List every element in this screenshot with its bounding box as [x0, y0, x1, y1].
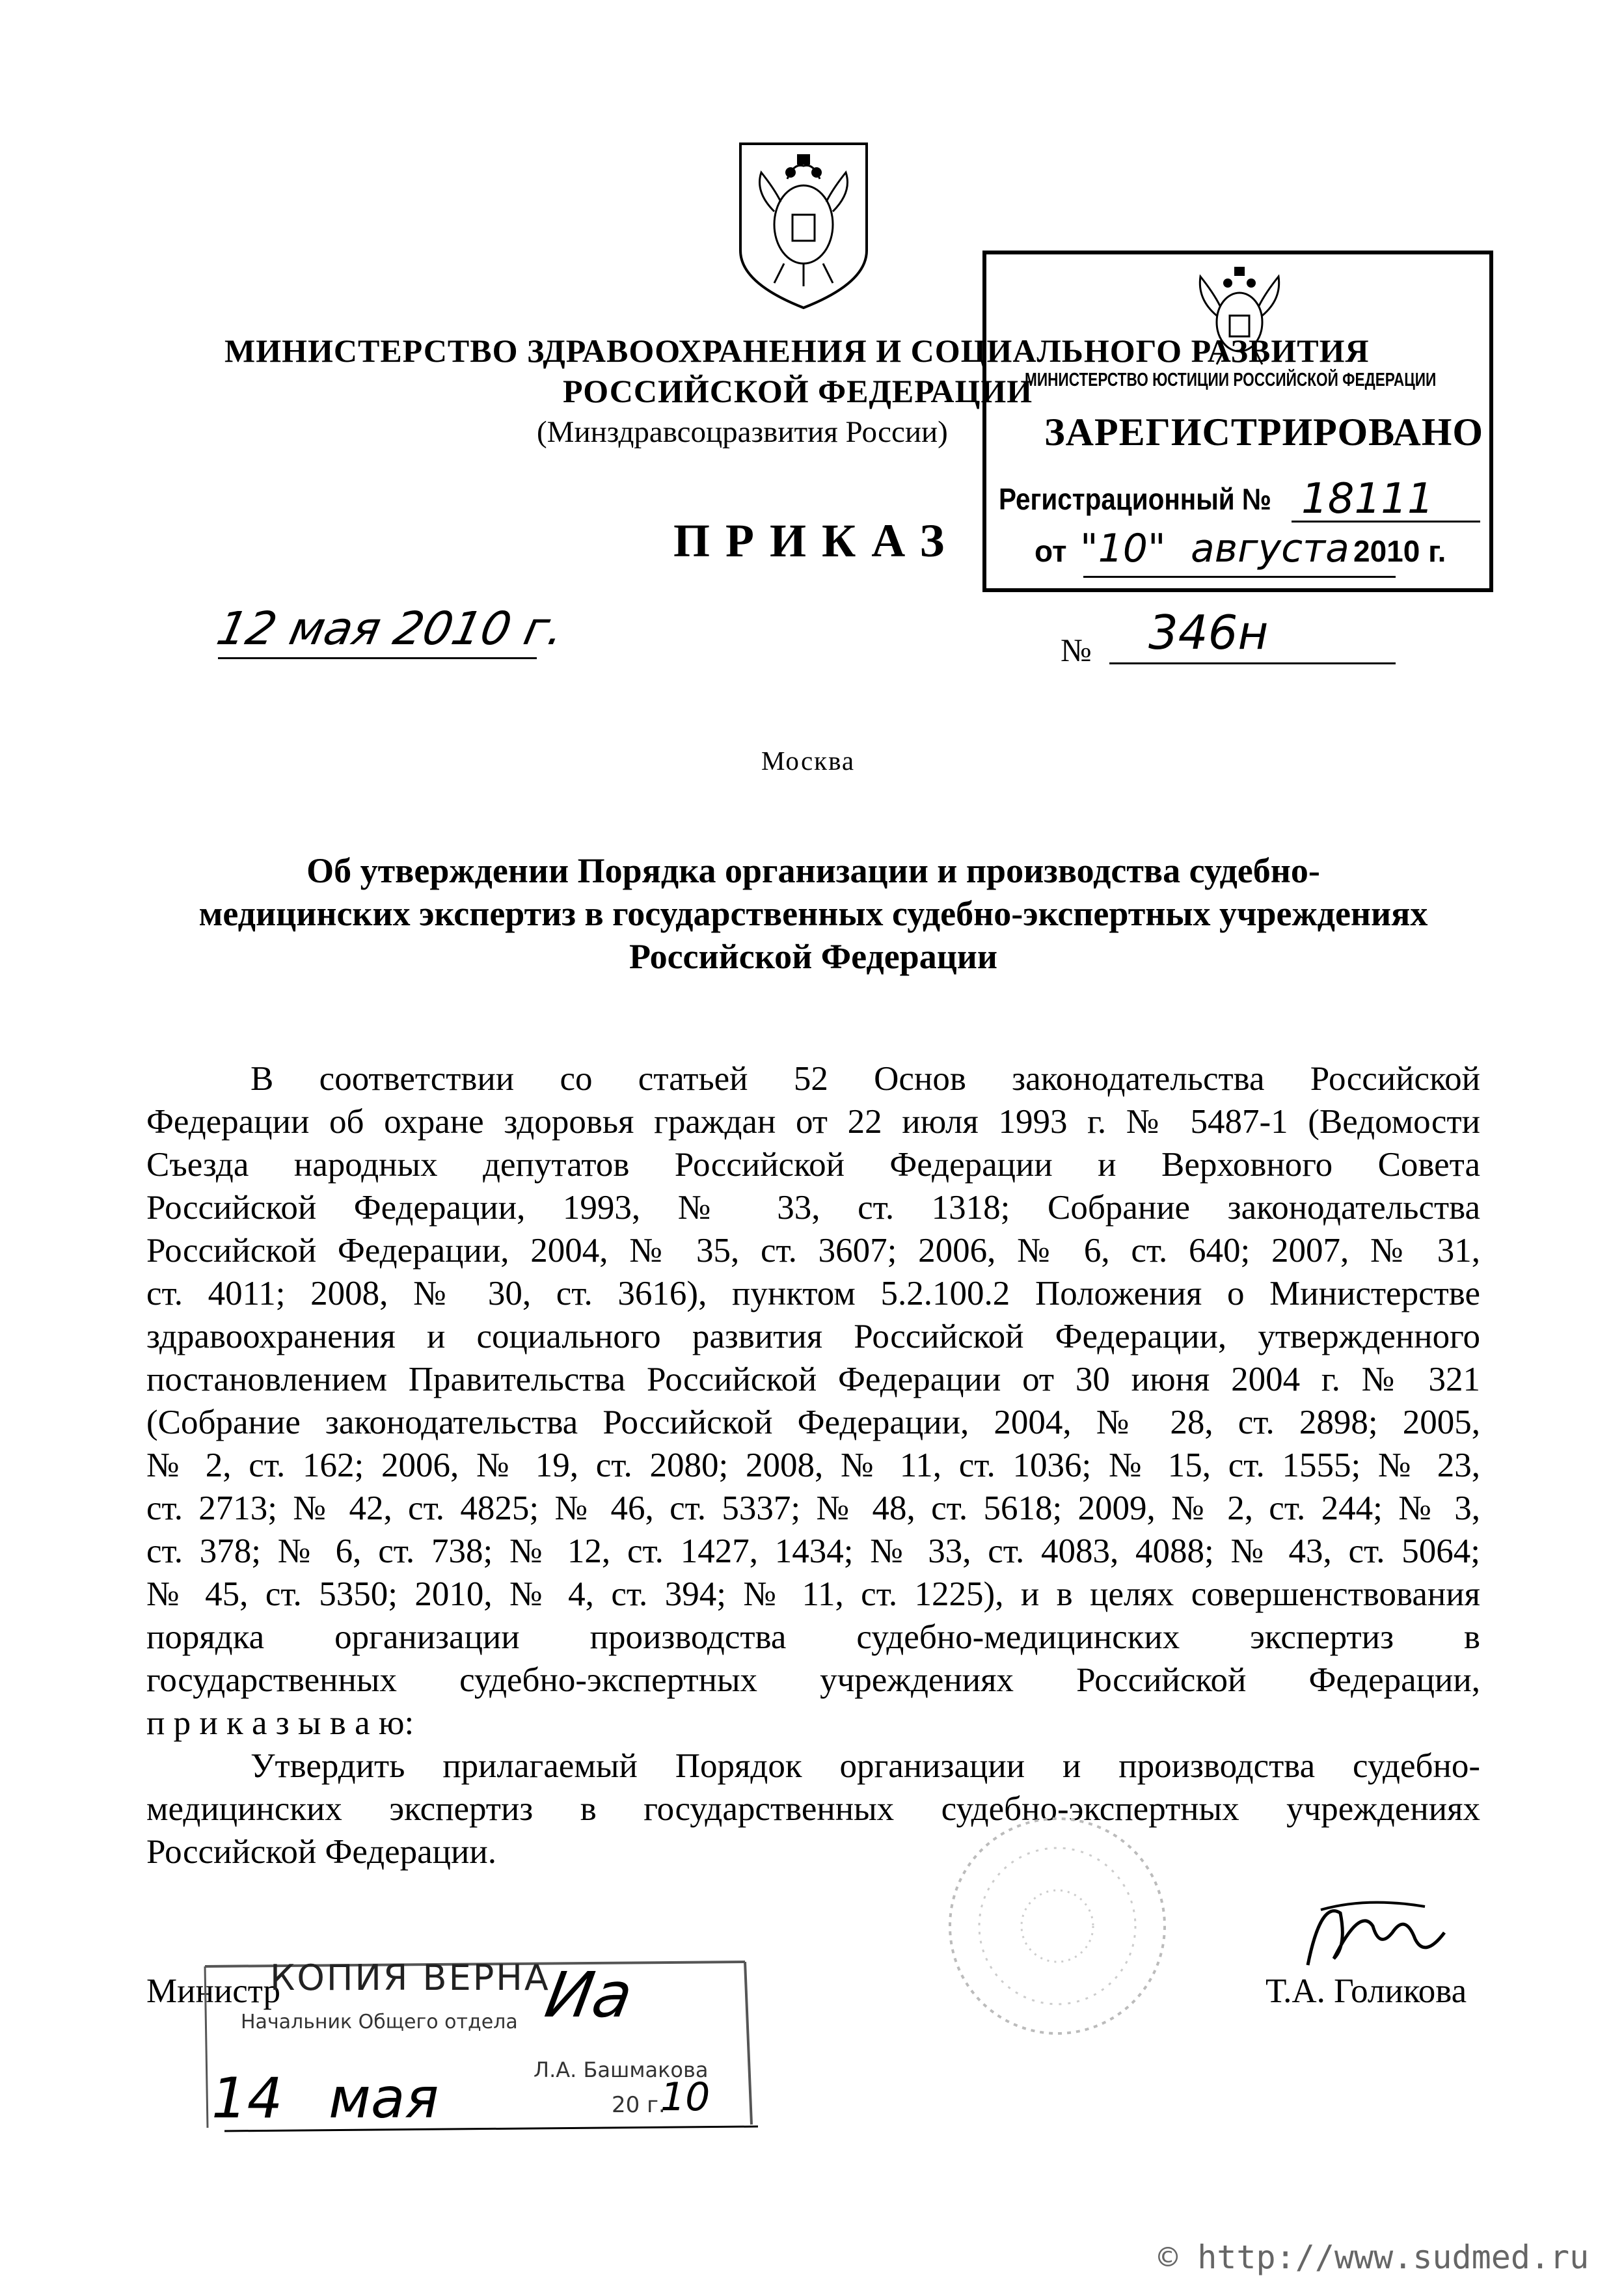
ministry-short-name: (Минздравсоцразвития России) — [537, 415, 948, 449]
ministry-name-line1: МИНИСТЕРСТВО ЗДРАВООХРАНЕНИЯ И СОЦИАЛЬНОГО РАЗВИТИЯ — [224, 333, 1370, 369]
body-line: постановлением Правительства Российской Федерации от 30 июня 2004 г. № 321 — [146, 1361, 1480, 1398]
order-number-line — [1109, 662, 1396, 664]
order-number: 346н — [1148, 605, 1269, 660]
registration-date-month: августа — [1191, 526, 1349, 571]
body-line-order-verb: п р и к а з ы в а ю: — [146, 1704, 414, 1742]
body-line: порядка организации производства судебно-медицинских экспертиз в — [146, 1618, 1480, 1656]
state-emblem-icon — [735, 140, 872, 312]
registration-status: ЗАРЕГИСТРИРОВАНО — [1044, 411, 1484, 454]
document-title-line: Об утверждении Порядка организации и производства судебно- — [306, 851, 1320, 890]
registration-date-line — [1083, 576, 1396, 578]
body-line: Федерации об охране здоровья граждан от 22 июля 1993 г. № 5487-1 (Ведомости — [146, 1103, 1480, 1141]
copy-stamp-date-month: мая — [329, 2066, 439, 2131]
body-line: № 2, ст. 162; 2006, № 19, ст. 2080; 2008, № 11, ст. 1036; № 15, ст. 1555; № 23, — [146, 1447, 1480, 1484]
order-date: 12 мая 2010 г. — [212, 602, 569, 655]
copy-stamp-title: КОПИЯ ВЕРНА — [270, 1957, 550, 1998]
order-title: ПРИКАЗ — [673, 515, 960, 567]
minister-title: Министр — [146, 1972, 281, 2010]
body-line: здравоохранения и социального развития Российской Федерации, утвержденного — [146, 1318, 1480, 1355]
body-line: Российской Федерации, 2004, № 35, ст. 3607; 2006, № 6, ст. 640; 2007, № 31, — [146, 1232, 1480, 1270]
registration-ministry: МИНИСТЕРСТВО ЮСТИЦИИ РОССИЙСКОЙ ФЕДЕРАЦИИ — [1025, 370, 1437, 390]
body-line: Съезда народных депутатов Российской Федерации и Верховного Совета — [146, 1146, 1480, 1184]
body-line: Российской Федерации, 1993, № 33, ст. 1318; Собрание законодательства — [146, 1189, 1480, 1227]
registration-emblem-icon — [1181, 260, 1298, 368]
body-line: государственных судебно-экспертных учреждениях Российской Федерации, — [146, 1661, 1480, 1699]
body-line: Утвердить прилагаемый Порядок организации и производства судебно- — [250, 1747, 1480, 1785]
body-line: ст. 378; № 6, ст. 738; № 12, ст. 1427, 1434; № 33, ст. 4083, 4088; № 43, ст. 5064; — [146, 1532, 1480, 1570]
ministry-name-line2: РОССИЙСКОЙ ФЕДЕРАЦИИ — [563, 373, 1033, 409]
copy-stamp-year: 20 г. — [612, 2092, 666, 2118]
order-number-label: № — [1061, 632, 1092, 668]
body-line: ст. 4011; 2008, № 30, ст. 3616), пунктом 5.2.100.2 Положения о Министерстве — [146, 1275, 1480, 1312]
copy-stamp-department: Начальник Общего отдела — [241, 2011, 518, 2033]
round-seal-icon — [940, 1809, 1174, 2043]
source-watermark: © http://www.sudmed.ru — [1158, 2238, 1590, 2276]
copy-stamp-person: Л.А. Башмакова — [534, 2058, 709, 2082]
copy-stamp-year-handwritten: 10 — [660, 2074, 710, 2120]
copy-stamp-date-day: 14 — [211, 2066, 283, 2131]
body-line: (Собрание законодательства Российской Федерации, 2004, № 28, ст. 2898; 2005, — [146, 1404, 1480, 1441]
registration-date-prefix: от — [1035, 534, 1067, 568]
body-line: Российской Федерации. — [146, 1833, 496, 1871]
city: Москва — [761, 746, 856, 776]
body-line: В соответствии со статьей 52 Основ законодательства Российской — [250, 1060, 1480, 1098]
registration-date-year: 2010 г. — [1353, 534, 1446, 568]
document-title-line: Российской Федерации — [629, 937, 998, 976]
order-date-line — [218, 657, 537, 659]
body-line: № 45, ст. 5350; 2010, № 4, ст. 394; № 11, ст. 1225), и в целях совершенствования — [146, 1575, 1480, 1613]
registration-date-day: "10" — [1080, 526, 1166, 571]
minister-name: Т.А. Голикова — [1265, 1972, 1467, 2010]
document-title — [146, 849, 1480, 978]
document-title-line: медицинских экспертиз в государственных судебно-экспертных учреждениях — [198, 894, 1428, 933]
registration-number-label: Регистрационный № — [999, 482, 1272, 516]
body-line: ст. 2713; № 42, ст. 4825; № 46, ст. 5337; № 48, ст. 5618; 2009, № 2, ст. 244; № 3, — [146, 1489, 1480, 1527]
copy-stamp-initials: Иа — [540, 1959, 638, 2031]
body-line: медицинских экспертиз в государственных судебно-экспертных учреждениях — [146, 1790, 1480, 1828]
registration-number: 18111 — [1301, 475, 1434, 523]
